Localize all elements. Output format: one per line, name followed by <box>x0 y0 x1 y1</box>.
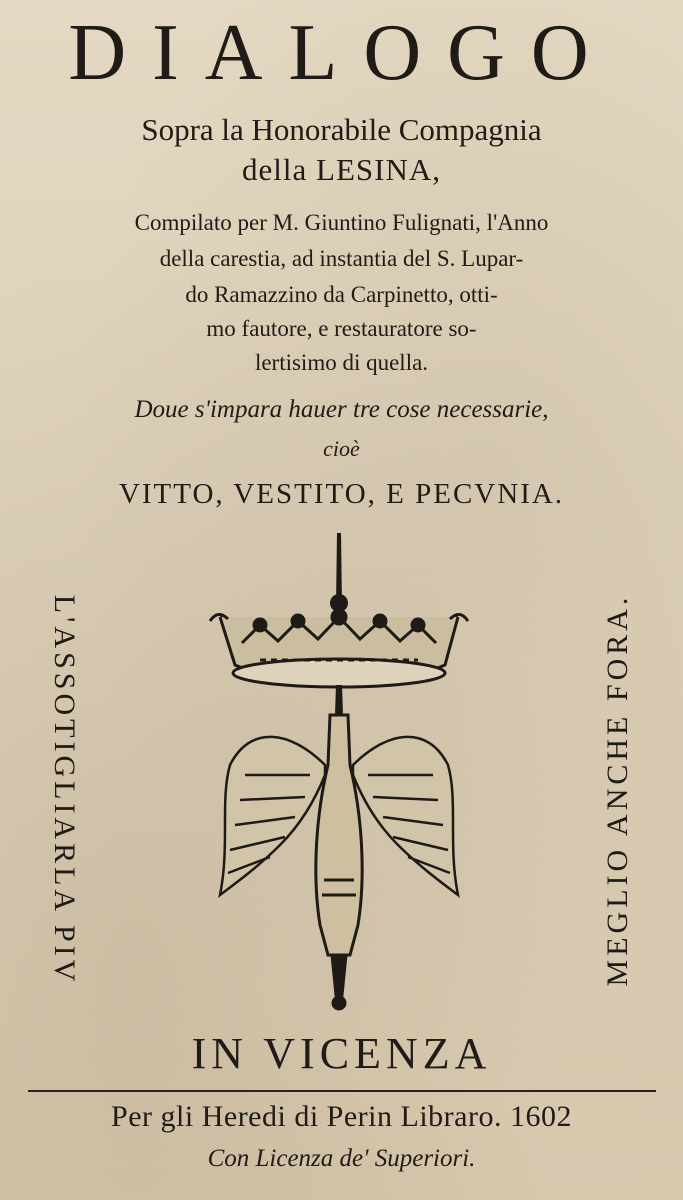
imprint-rule <box>28 1090 656 1092</box>
right-wing-icon <box>353 737 458 895</box>
body-line-3: do Ramazzino da Carpinetto, otti- <box>185 282 498 307</box>
body-line-2: della carestia, ad instantia del S. Lupar- <box>159 246 524 271</box>
printer-device-emblem <box>190 525 490 1025</box>
imprint-city: IN VICENZA <box>191 1029 492 1078</box>
imprint-license: Con Licenza de' Superiori. <box>207 1145 476 1172</box>
side-motto-left-text: L'ASSOTIGLIARLA PIV <box>48 594 81 986</box>
body-line-1: Compilato per M. Giuntino Fulignati, l'Anno <box>134 210 549 235</box>
spindle-icon <box>316 715 362 1009</box>
italic-line-2: cioè <box>323 436 360 461</box>
side-motto-right <box>598 555 638 1025</box>
subtitle-line-1: Sopra la Honorabile Compagnia <box>141 112 542 147</box>
subtitle-line-2: della LESINA, <box>242 152 441 187</box>
crown-icon <box>210 610 468 687</box>
imprint-printer: Per gli Heredi di Perin Libraro. 1602 <box>111 1100 572 1133</box>
body-line-4: mo fautore, e restauratore so- <box>206 316 477 341</box>
left-wing-icon <box>220 737 325 895</box>
side-motto-right-text: MEGLIO ANCHE FORA. <box>601 593 634 987</box>
book-title: DIALOGO <box>68 9 615 97</box>
body-line-5: lertisimo di quella. <box>254 350 429 375</box>
spindle-shaft <box>335 685 343 715</box>
caps-line: VITTO, VESTITO, E PECVNIA. <box>118 478 565 510</box>
italic-line-1: Doue s'impara hauer tre cose necessarie, <box>134 396 549 423</box>
side-motto-left <box>44 560 84 1020</box>
